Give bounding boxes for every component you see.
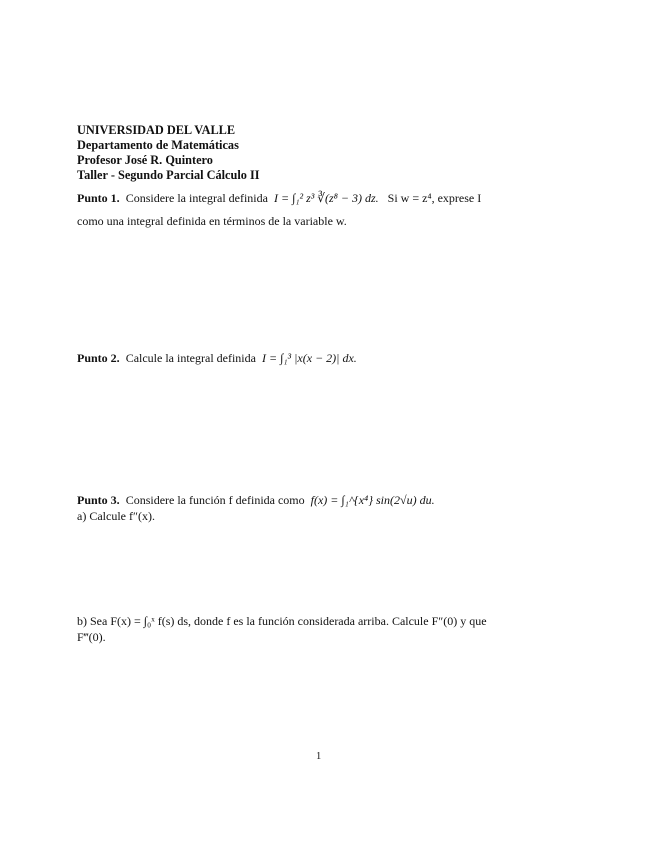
problem-3-label: Punto 3. [77,493,120,507]
problem-3-part-a: a) Calcule f″(x). [77,509,155,523]
problem-2-integral: I = ∫₁³ |x(x − 2)| dx. [261,351,357,365]
problem-1-line-1 [77,190,481,206]
course-title: Taller - Segundo Parcial Cálculo II [77,168,260,182]
problem-1-integral-text: I = ∫₁² z³ ∛(z⁸ − 3) dz. [273,191,379,205]
problem-3-text: Considere la función f definida como [125,493,305,507]
problem-3-line [77,492,435,508]
problem-2-text: Calcule la integral definida [125,351,256,365]
problem-2-line [77,350,357,366]
problem-2-label: Punto 2. [77,351,120,365]
problem-1-label: Punto 1. [77,191,120,205]
university-name: UNIVERSIDAD DEL VALLE [77,123,236,137]
problem-1-line-2: como una integral definida en términos de la variable w. [77,214,347,228]
professor-name: Profesor José R. Quintero [77,153,213,167]
problem-3-definition: f(x) = ∫₁^{x⁴} sin(2√u) du. [310,493,435,507]
problem-1-substitution: Si w = z⁴, exprese I [387,191,482,205]
problem-3-part-b-line-2: F‴(0). [77,630,106,644]
problem-1-text: Considere la integral definida [125,191,268,205]
department-name: Departamento de Matemáticas [77,138,239,152]
problem-1-integral [274,191,379,205]
page-number: 1 [316,751,322,762]
problem-3-part-b-line-1: b) Sea F(x) = ∫₀ˣ f(s) ds, donde f es la función considerada arriba. Calcule F″(0) y que [77,614,487,628]
